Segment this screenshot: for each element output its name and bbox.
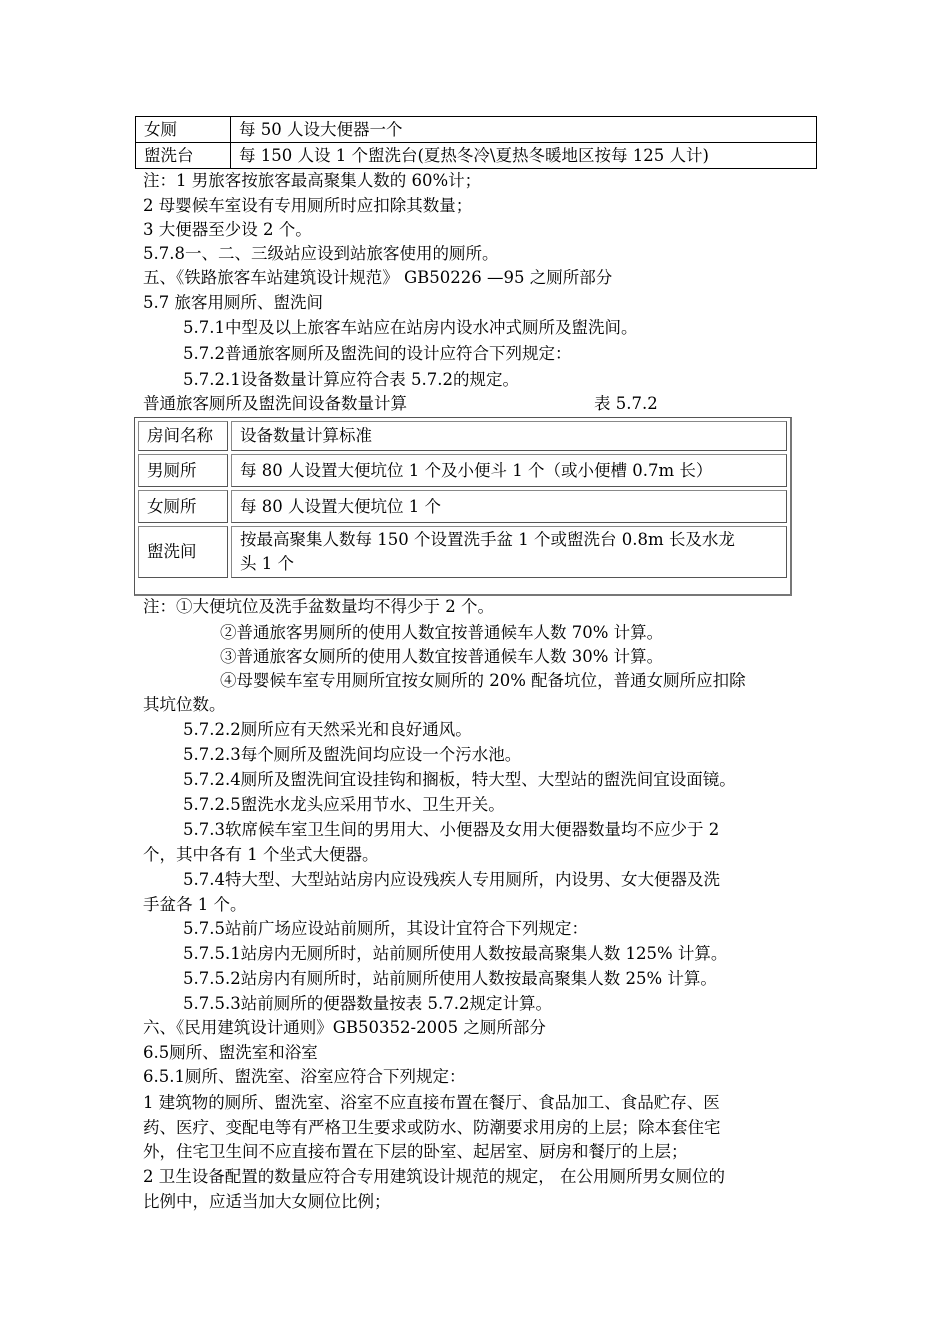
clause-line: 2 卫生设备配置的数量应符合专用建筑设计规范的规定， 在公用厕所男女厕位的 xyxy=(143,1167,725,1186)
table-cell-standard: 每 80 人设置大便坑位 1 个及小便斗 1 个（或小便槽 0.7m 长） xyxy=(231,454,787,487)
table-cell-room: 盥洗台 xyxy=(136,143,231,169)
table-row xyxy=(136,117,817,143)
clause-line: 5.7.5.2站房内有厕所时，站前厕所使用人数按最高聚集人数 25% 计算。 xyxy=(183,969,717,988)
section-heading: 6.5厕所、盥洗室和浴室 xyxy=(143,1043,318,1062)
table-number: 表 5.7.2 xyxy=(594,394,658,413)
clause-line: 5.7.3软席候车室卫生间的男用大、小便器及女用大便器数量均不应少于 2 xyxy=(183,820,720,839)
clause-line: 1 建筑物的厕所、盥洗室、浴室不应直接布置在餐厅、食品加工、食品贮存、医 xyxy=(143,1093,720,1112)
section-heading: 五、《铁路旅客车站建筑设计规范》 GB50226 —95 之厕所部分 xyxy=(143,268,613,287)
table-row xyxy=(138,490,787,523)
table-cell-room: 男厕所 xyxy=(138,454,228,487)
table-cell-text-line: 头 1 个 xyxy=(240,554,294,573)
table-cell-standard: 每 80 人设置大便坑位 1 个 xyxy=(231,490,787,523)
note-line: ②普通旅客男厕所的使用人数宜按普通候车人数 70% 计算。 xyxy=(220,623,664,642)
clause-line: 5.7.2.1设备数量计算应符合表 5.7.2的规定。 xyxy=(183,370,519,389)
table-row xyxy=(138,526,787,578)
clause-line: 5.7.5.3站前厕所的便器数量按表 5.7.2规定计算。 xyxy=(183,994,552,1013)
table-cell-room: 女厕 xyxy=(136,117,231,143)
note-line: 其坑位数。 xyxy=(143,695,226,714)
clause-line: 外，住宅卫生间不应直接布置在下层的卧室、起居室、厨房和餐厅的上层； xyxy=(143,1142,688,1161)
clause-line: 5.7.1中型及以上旅客车站应在站房内设水冲式厕所及盥洗间。 xyxy=(183,318,638,337)
clause-line: 5.7.2普通旅客厕所及盥洗间的设计应符合下列规定： xyxy=(183,344,572,363)
fixture-table-top xyxy=(135,116,817,169)
clause-line: 5.7.5.1站房内无厕所时，站前厕所使用人数按最高聚集人数 125% 计算。 xyxy=(183,944,728,963)
table-header-row xyxy=(138,421,787,451)
note-line: 注：1 男旅客按旅客最高聚集人数的 60%计； xyxy=(143,171,482,190)
clause-line: 5.7.2.3每个厕所及盥洗间均应设一个污水池。 xyxy=(183,745,522,764)
clause-line: 药、医疗、变配电等有严格卫生要求或防水、防潮要求用房的上层；除本套住宅 xyxy=(143,1118,721,1137)
clause-line: 5.7.2.5盥洗水龙头应采用节水、卫生开关。 xyxy=(183,795,505,814)
fixture-table-572 xyxy=(134,417,792,596)
clause-line: 5.7.2.4厕所及盥洗间宜设挂钩和搁板，特大型、大型站的盥洗间宜设面镜。 xyxy=(183,770,736,789)
section-heading: 5.7 旅客用厕所、盥洗间 xyxy=(143,293,323,312)
table-cell-room: 盥洗间 xyxy=(138,526,228,578)
table-row xyxy=(138,454,787,487)
note-line: ④母婴候车室专用厕所宜按女厕所的 20% 配备坑位，普通女厕所应扣除 xyxy=(220,671,746,690)
clause-line: 个，其中各有 1 个坐式大便器。 xyxy=(143,845,379,864)
table-cell-standard xyxy=(231,526,787,578)
table-cell-room: 女厕所 xyxy=(138,490,228,523)
clause-line: 5.7.8一、二、三级站应设到站旅客使用的厕所。 xyxy=(143,244,499,263)
clause-line: 手盆各 1 个。 xyxy=(143,895,247,914)
note-line: 3 大便器至少设 2 个。 xyxy=(143,220,312,239)
table-row xyxy=(136,143,817,169)
clause-line: 5.7.5站前广场应设站前厕所，其设计宜符合下列规定： xyxy=(183,919,588,938)
table-cell-text-line: 按最高聚集人数每 150 个设置洗手盆 1 个或盥洗台 0.8m 长及水龙 xyxy=(240,530,735,549)
section-heading: 六、《民用建筑设计通则》GB50352-2005 之厕所部分 xyxy=(143,1018,546,1037)
table-header-room: 房间名称 xyxy=(138,421,228,451)
table-header-standard: 设备数量计算标准 xyxy=(231,421,787,451)
note-line: ③普通旅客女厕所的使用人数宜按普通候车人数 30% 计算。 xyxy=(220,647,664,666)
clause-line: 6.5.1厕所、盥洗室、浴室应符合下列规定： xyxy=(143,1067,466,1086)
note-line: 2 母婴候车室设有专用厕所时应扣除其数量； xyxy=(143,196,473,215)
clause-line: 5.7.4特大型、大型站站房内应设残疾人专用厕所，内设男、女大便器及洗 xyxy=(183,870,720,889)
table-cell-standard: 每 150 人设 1 个盥洗台(夏热冬冷\夏热冬暖地区按每 125 人计) xyxy=(231,143,817,169)
clause-line: 比例中，应适当加大女厕位比例； xyxy=(143,1192,391,1211)
note-line: 注：①大便坑位及洗手盆数量均不得少于 2 个。 xyxy=(143,597,494,616)
table-caption: 普通旅客厕所及盥洗间设备数量计算 xyxy=(143,394,407,413)
table-cell-standard: 每 50 人设大便器一个 xyxy=(231,117,817,143)
fixture-table-grid xyxy=(135,418,790,581)
clause-line: 5.7.2.2厕所应有天然采光和良好通风。 xyxy=(183,720,472,739)
